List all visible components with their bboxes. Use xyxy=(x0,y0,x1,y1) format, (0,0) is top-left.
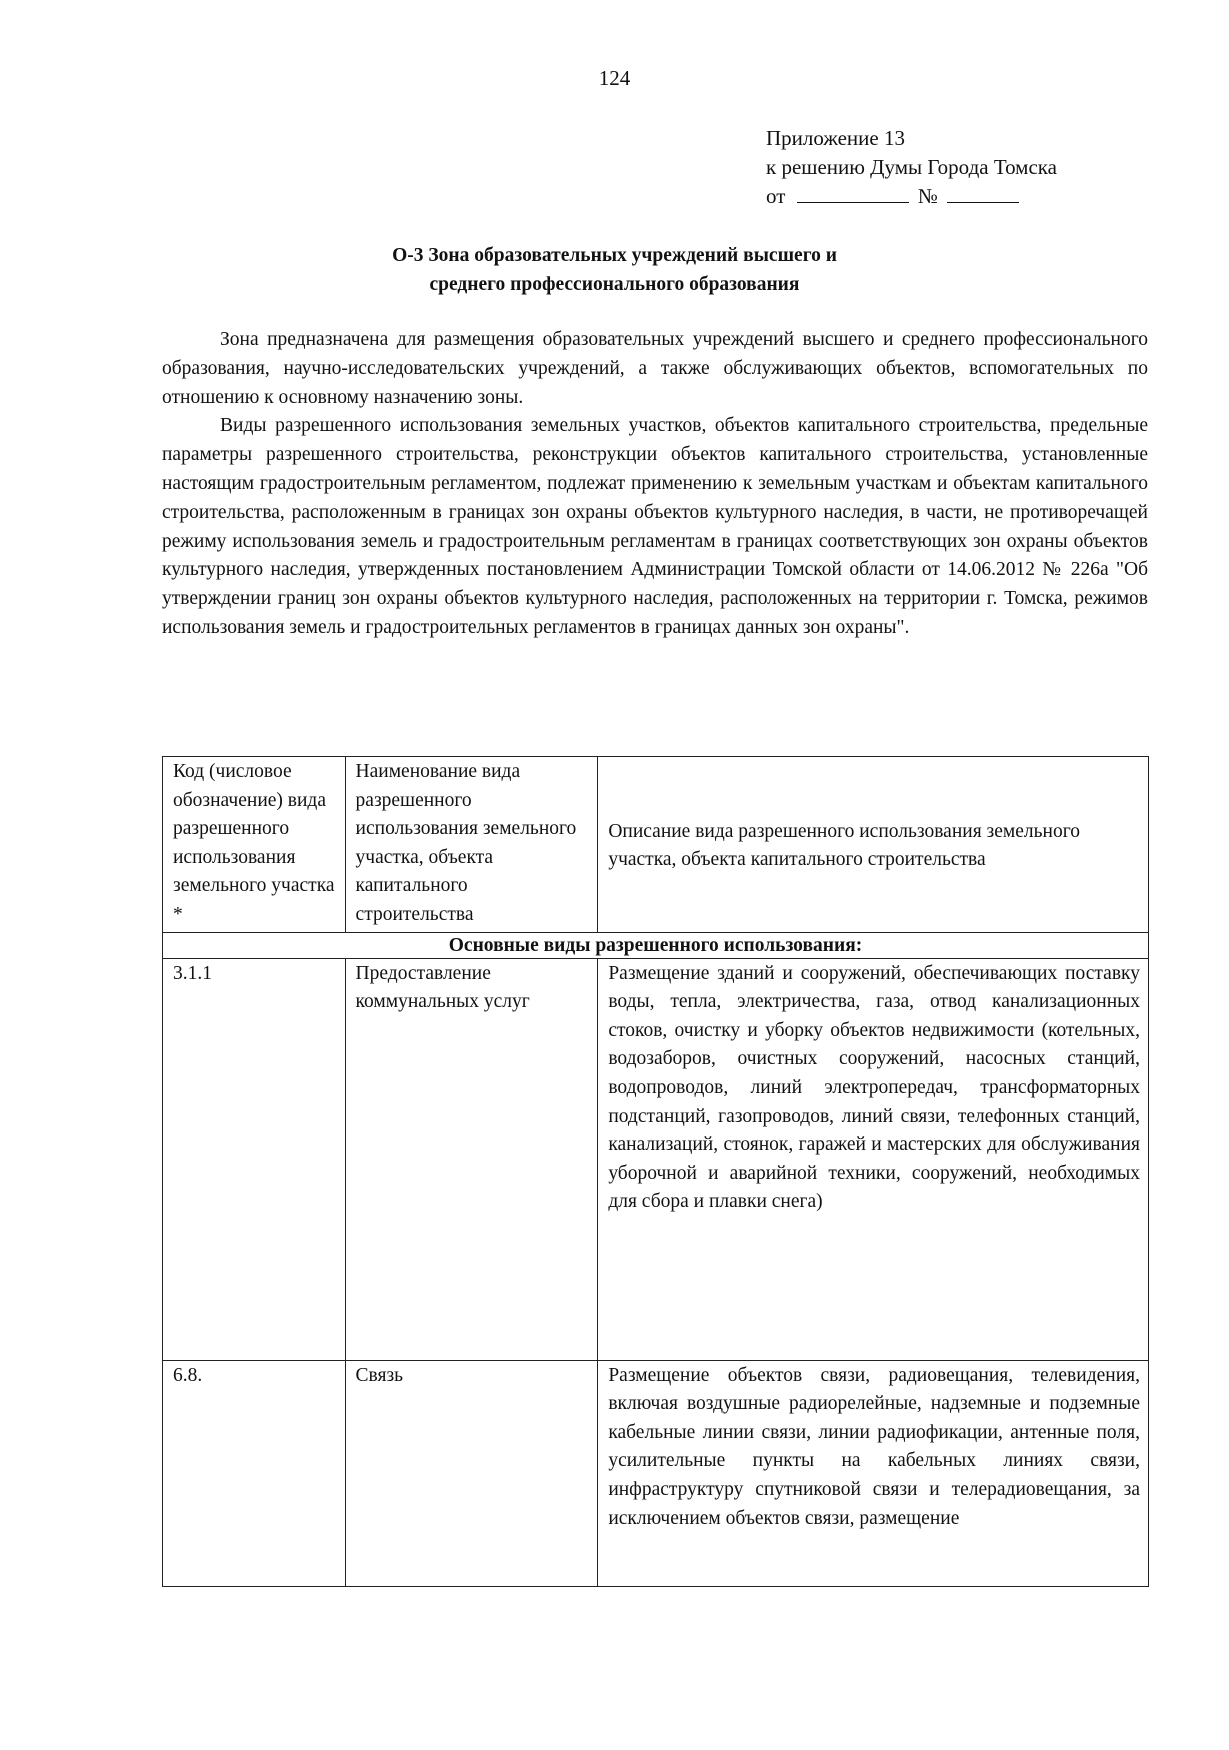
appendix-title: Приложение 13 xyxy=(766,126,905,150)
zone-description xyxy=(162,326,1148,643)
row-code: 6.8. xyxy=(163,1360,346,1586)
page-number: 124 xyxy=(598,66,631,90)
row-name: Связь xyxy=(345,1360,598,1586)
section-title: Основные виды разрешенного использования: xyxy=(163,932,1149,958)
appendix-date-line xyxy=(766,182,1057,211)
paragraph-purpose: Зона предназначена для размещения образовательных учреждений высшего и среднего профессионального образования, научно-исследовательских учреждений, а также обслуживающих объектов, вспомогательных по отношению к основному назначению зоны. xyxy=(162,329,1148,408)
zone-title xyxy=(0,241,1229,299)
date-blank xyxy=(797,184,909,203)
table-row xyxy=(163,958,1149,1360)
zone-title-line-1: О-3 Зона образовательных учреждений высшего и xyxy=(392,245,837,266)
permitted-use-table xyxy=(162,756,1149,1587)
appendix-header xyxy=(766,124,1057,211)
paragraph-regulations: Виды разрешенного использования земельных участков, объектов капитального строительства, предельные параметры разрешенного строительства, реконструкции объектов капитального строительства, установленные настоящим градостроительным регламентом, подлежат применению к земельным участкам и объектам капитального строительства, расположенным в границах зон охраны объектов культурного наследия, в части, не противоречащей режиму использования земель и градостроительным регламентам в границах соответствующих зон охраны объектов культурного наследия, утвержденных постановлением Администрации Томской области от 14.06.2012 № 226а "Об утверждении границ зон охраны объектов культурного наследия, расположенных на территории г. Томска, режимов использования земель и градостроительных регламентов в границах данных зон охраны". xyxy=(162,415,1148,638)
row-description: Размещение объектов связи, радиовещания, телевидения, включая воздушные радиорелейные, надземные и подземные кабельные линии связи, линии радиофикации, антенные поля, усилительные пункты на кабельных линиях связи, инфраструктуру спутниковой связи и телерадиовещания, за исключением объектов связи, размещение xyxy=(598,1360,1149,1586)
zone-title-line-2: среднего профессионального образования xyxy=(429,274,800,295)
row-description: Размещение зданий и сооружений, обеспечивающих поставку воды, тепла, электричества, газа, отвод канализационных стоков, очистку и уборку объектов недвижимости (котельных, водозаборов, очистных сооружений, насосных станций, водопроводов, линий электропередач, трансформаторных подстанций, газопроводов, линий связи, телефонных станций, канализаций, стоянок, гаражей и мастерских для обслуживания уборочной и аварийной техники, сооружений, необходимых для сбора и плавки снега) xyxy=(598,958,1149,1360)
row-code: 3.1.1 xyxy=(163,958,346,1360)
date-prefix: от xyxy=(766,184,786,208)
row-name: Предоставление коммунальных услуг xyxy=(345,958,598,1360)
section-row xyxy=(163,932,1149,958)
header-code: Код (числовое обозначение) вида разрешенного использования земельного участка * xyxy=(163,757,346,933)
header-name: Наименование вида разрешенного использования земельного участка, объекта капитального строительства xyxy=(345,757,598,933)
header-description: Описание вида разрешенного использования земельного участка, объекта капитального строительства xyxy=(598,757,1149,933)
appendix-decision: к решению Думы Города Томска xyxy=(766,155,1057,179)
number-blank xyxy=(947,184,1019,203)
table-row xyxy=(163,1360,1149,1586)
number-sign: № xyxy=(917,184,938,208)
table-header-row xyxy=(163,757,1149,933)
